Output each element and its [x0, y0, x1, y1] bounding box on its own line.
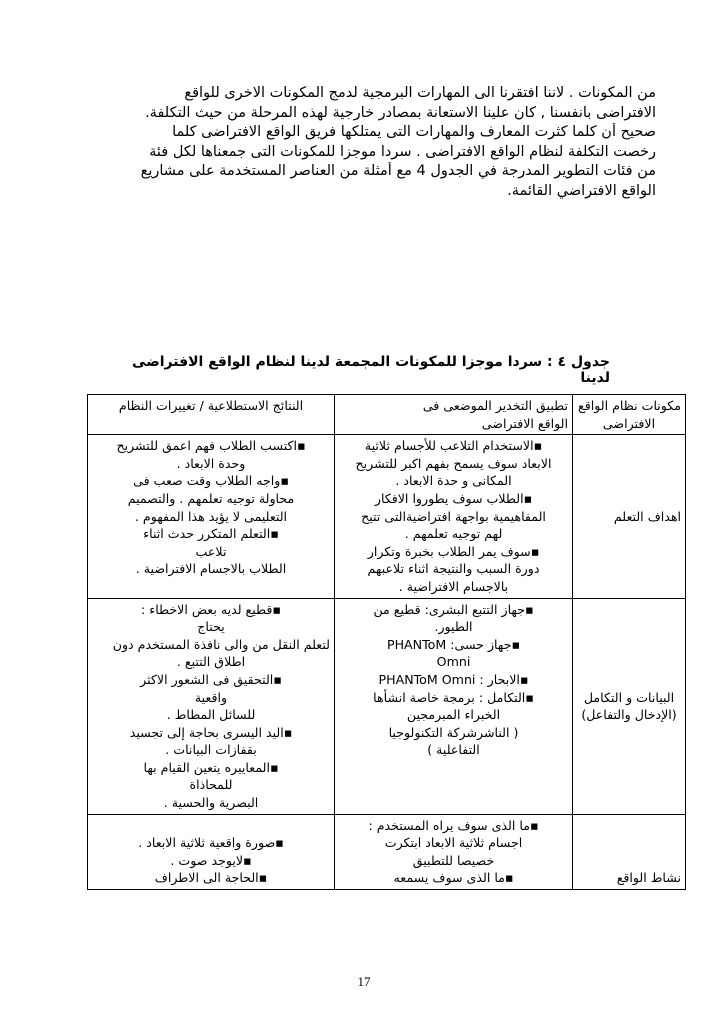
- row-label: [573, 814, 686, 889]
- cell-line: ▪التكامل : برمجة خاصة انشأها: [373, 689, 534, 705]
- cell-line: Omni: [436, 654, 471, 670]
- paragraph-line: من فئات التطوير المدرجة في الجدول 4 مع أمثلة من العناصر المستخدمة على مشاريع: [140, 163, 656, 180]
- cell-line: ▪اكتسب الطلاب فهم اعمق للتشريح: [116, 438, 306, 454]
- paragraph-line: الافتراضى بانفسنا , كان علينا الاستعانة بمصادر خارجية لهذه المرحلة من حيث التكلفة.: [145, 104, 656, 121]
- row-results-cell: [88, 598, 335, 814]
- row-label-text: نشاط الواقع: [616, 870, 681, 886]
- cell-line: ▪ما الذى سوف يراه المستخدم :: [368, 817, 539, 833]
- header-results: [88, 395, 335, 435]
- row-label: [573, 435, 686, 598]
- paragraph-line: صحيح أن كلما كثرت المعارف والمهارات التى يمتلكها فريق الواقع الافتراضى كلما: [172, 124, 656, 141]
- row-results-cell: [88, 814, 335, 889]
- cell-line: ▪صورة واقعية ثلاثية الابعاد .: [138, 835, 284, 851]
- cell-line: الخبراء المبرمجين: [406, 707, 501, 723]
- row-label-text: اهداف التعلم: [613, 508, 681, 524]
- header-line: تطبيق التخدير الموضعى فى: [422, 398, 568, 413]
- cell-line: اجسام ثلاثية الابعاد ابتكرت: [384, 835, 523, 851]
- table-caption: جدول ٤ : سردا موجزا للمكونات المجمعة لدينا لنظام الواقع الافتراضى لدينا: [132, 354, 610, 386]
- cell-line: دورة السبب والنتيجة اثناء تلاعبهم: [367, 561, 540, 577]
- paragraph-line: الواقع الافتراضي القائمة.: [507, 182, 656, 199]
- cell-line: البصرية والحسية .: [163, 795, 259, 811]
- table-row: [88, 598, 686, 814]
- cell-line: ( الناشرشركة التكنولوجيا: [388, 724, 519, 740]
- table-header-row: [88, 395, 686, 435]
- cell-line: ▪المعاييره يتعين القيام بها: [143, 759, 279, 775]
- cell-line: ▪اليد اليسرى بحاجة إلى تجسيد: [129, 724, 293, 740]
- cell-line: بالاجسام الافتراضية .: [398, 578, 509, 594]
- row-application-cell: [335, 598, 573, 814]
- header-line: النتائج الاستطلاعية / تغييرات النظام: [118, 398, 304, 413]
- cell-line: تلاعب: [195, 543, 227, 559]
- cell-line: ▪جهاز حسى: PHANToM: [386, 636, 521, 652]
- cell-line: لتعلم النقل من والى نافذة المستخدم دون: [112, 636, 330, 652]
- cell-line: لهم توجيه تعلمهم .: [404, 526, 503, 542]
- cell-line: المفاهيمية بواجهة افتراضيةالتى تتيح: [361, 508, 546, 524]
- row-label-text: (الإدخال والتفاعل): [581, 707, 677, 723]
- row-label: [573, 598, 686, 814]
- row-application-cell: [335, 814, 573, 889]
- header-line: مكونات نظام الواقع: [578, 398, 681, 413]
- row-results-cell: [88, 435, 335, 598]
- cell-line: ▪الحاجة الى الاطراف: [154, 870, 268, 886]
- cell-line: ▪ما الذى سوف يسمعه: [393, 870, 514, 886]
- cell-line: خصيصا للتطبيق: [412, 852, 495, 868]
- cell-line: ▪لايوجد صوت .: [170, 852, 252, 868]
- paragraph-line: رخصت التكلفة لنظام الواقع الافتراضى . سردا موجزا للمكونات التى جمعناها لكل فئة: [149, 143, 656, 160]
- row-label-text: البيانات و التكامل: [583, 689, 675, 705]
- cell-line: الطيور.: [434, 619, 473, 635]
- cell-line: الابعاد سوف يسمح بفهم اكبر للتشريح: [355, 455, 552, 471]
- cell-line: التفاعلية ): [427, 742, 480, 758]
- cell-line: الطلاب بالاجسام الافتراضية .: [135, 561, 287, 577]
- header-application: [335, 395, 573, 435]
- cell-line: اطلاق التتبع .: [176, 654, 246, 670]
- table-row: [88, 814, 686, 889]
- cell-line: ▪الاستخدام التلاعب للأجسام ثلاثية: [364, 438, 543, 454]
- cell-line: [92, 817, 330, 835]
- cell-line: واقعية: [194, 689, 228, 705]
- cell-line: ▪الطلاب سوف يطوروا الافكار: [374, 490, 533, 506]
- cell-line: التعليمى لا يؤيد هذا المفهوم .: [134, 508, 288, 524]
- cell-line: للسائل المطاط .: [166, 707, 256, 723]
- cell-line: وحدة الابعاد .: [176, 455, 246, 471]
- cell-line: للمحاذاة: [189, 777, 233, 793]
- cell-line: يحتاج: [197, 619, 225, 635]
- cell-line: محاولة توجيه تعلمهم . والتصميم: [127, 490, 295, 506]
- cell-line: ▪التعلم المتكرر حدث اثناء: [143, 526, 279, 542]
- header-components: [573, 395, 686, 435]
- body-paragraph: [108, 84, 656, 202]
- header-line: الافتراضى: [602, 415, 656, 431]
- paragraph-line: من المكونات . لاننا افتقرنا الى المهارات البرمجية لدمج المكونات الاخرى للواقع: [184, 85, 656, 101]
- cell-line: بقفازات البيانات .: [165, 742, 257, 758]
- cell-line: ▪سوف يمر الطلاب بخبرة وتكرار: [367, 543, 540, 559]
- table-row: [88, 435, 686, 598]
- components-table: [87, 394, 686, 890]
- cell-line: ▪التحقيق فى الشعور الاكثر: [140, 671, 282, 687]
- header-line: الواقع الافتراضى: [481, 415, 568, 431]
- cell-line: ▪الابحار : PHANToM Omni: [378, 671, 529, 687]
- page-number: 17: [357, 974, 371, 989]
- cell-line: المكانى و حدة الابعاد .: [395, 473, 512, 489]
- row-application-cell: [335, 435, 573, 598]
- cell-line: ▪قطيع لديه بعض الاخطاء :: [141, 601, 281, 617]
- cell-line: ▪جهاز التتبع البشرى: قطيع من: [373, 601, 534, 617]
- cell-line: ▪واجه الطلاب وقت صعب فى: [133, 473, 289, 489]
